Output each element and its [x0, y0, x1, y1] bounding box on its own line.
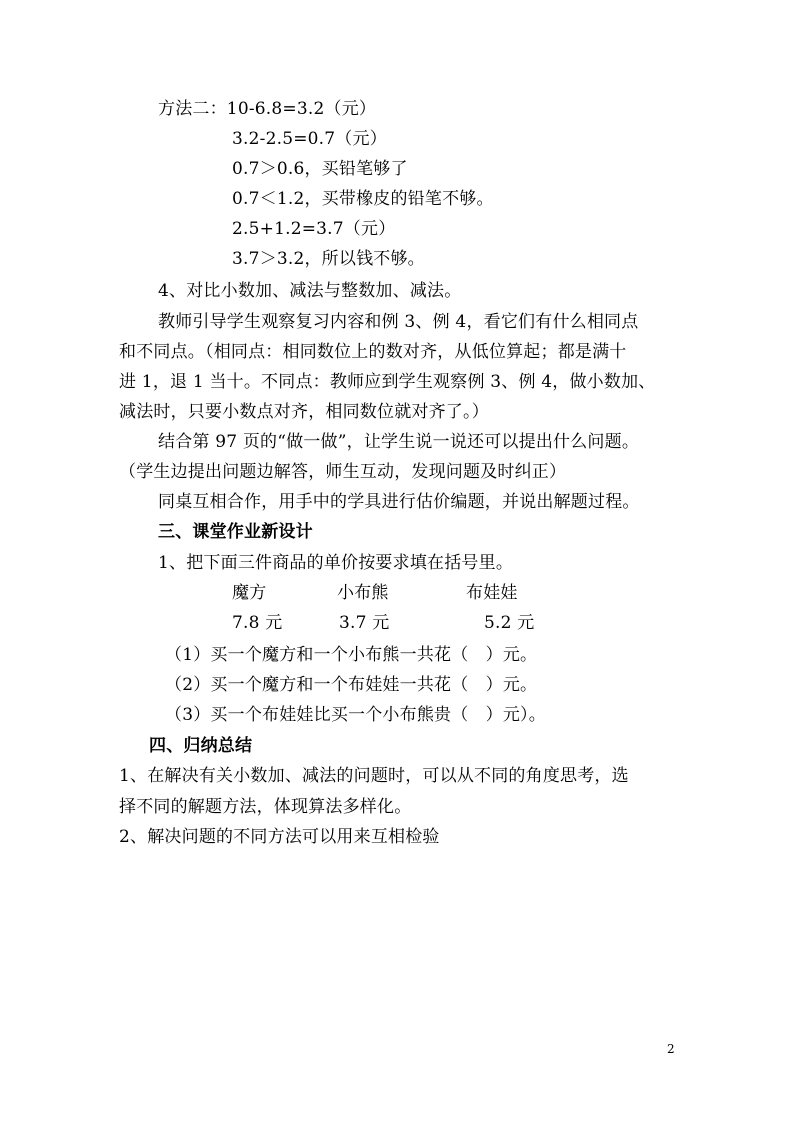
compare-para2-line-2: （学生边提出问题边解答，师生互动，发现问题及时纠正） — [119, 462, 567, 482]
method2-line-4: 0.7＜1.2，买带橡皮的铅笔不够。 — [232, 189, 494, 209]
item-price-small-bear: 3.7 元 — [339, 613, 390, 633]
item-name-small-bear: 小布熊 — [337, 583, 389, 603]
homework-heading: 三、课堂作业新设计 — [158, 522, 313, 542]
compare-para1-line-3: 进 1，退 1 当十。不同点：教师应到学生观察例 3、例 4，做小数加、 — [119, 372, 656, 392]
compare-para3: 同桌互相合作，用手中的学具进行估价编题，并说出解题过程。 — [158, 492, 640, 512]
item-price-doll: 5.2 元 — [484, 613, 535, 633]
homework-sub-3: （3）买一个布娃娃比买一个小布熊贵（ ）元）。 — [165, 705, 546, 725]
compare-para1-line-2: 和不同点。（相同点：相同数位上的数对齐，从低位算起；都是满十 — [119, 342, 627, 362]
method2-line-1: 方法二：10-6.8=3.2（元） — [158, 99, 377, 119]
page-number: 2 — [667, 1042, 675, 1056]
homework-sub-1: （1）买一个魔方和一个小布熊一共花（ ）元。 — [165, 645, 538, 665]
summary-heading: 四、归纳总结 — [149, 736, 253, 756]
method2-line-2: 3.2-2.5=0.7（元） — [232, 129, 387, 149]
compare-para1-line-4: 减法时，只要小数点对齐，相同数位就对齐了。） — [119, 402, 489, 422]
compare-para2-line-1: 结合第 97 页的“做一做”，让学生说一说还可以提出什么问题。 — [158, 432, 640, 452]
compare-para1-line-1: 教师引导学生观察复习内容和例 3、例 4，看它们有什么相同点 — [158, 312, 639, 332]
method2-line-3: 0.7＞0.6，买铅笔够了 — [232, 159, 408, 179]
method2-line-6: 3.7＞3.2，所以钱不够。 — [232, 249, 425, 269]
summary-point-2: 2、解决问题的不同方法可以用来互相检验 — [119, 827, 440, 847]
homework-sub-2: （2）买一个魔方和一个布娃娃一共花（ ）元。 — [165, 675, 538, 695]
item-name-doll: 布娃娃 — [466, 583, 518, 603]
homework-question-1: 1、把下面三件商品的单价按要求填在括号里。 — [158, 553, 514, 573]
method2-line-5: 2.5+1.2=3.7（元） — [232, 219, 396, 239]
item-price-rubiks-cube: 7.8 元 — [232, 613, 283, 633]
summary-point-1-line-1: 1、在解决有关小数加、减法的问题时，可以从不同的角度思考，选 — [119, 766, 629, 786]
summary-point-1-line-2: 择不同的解题方法，体现算法多样化。 — [119, 797, 412, 817]
item-name-rubiks-cube: 魔方 — [232, 583, 267, 603]
compare-heading: 4、对比小数加、减法与整数加、减法。 — [158, 281, 462, 301]
